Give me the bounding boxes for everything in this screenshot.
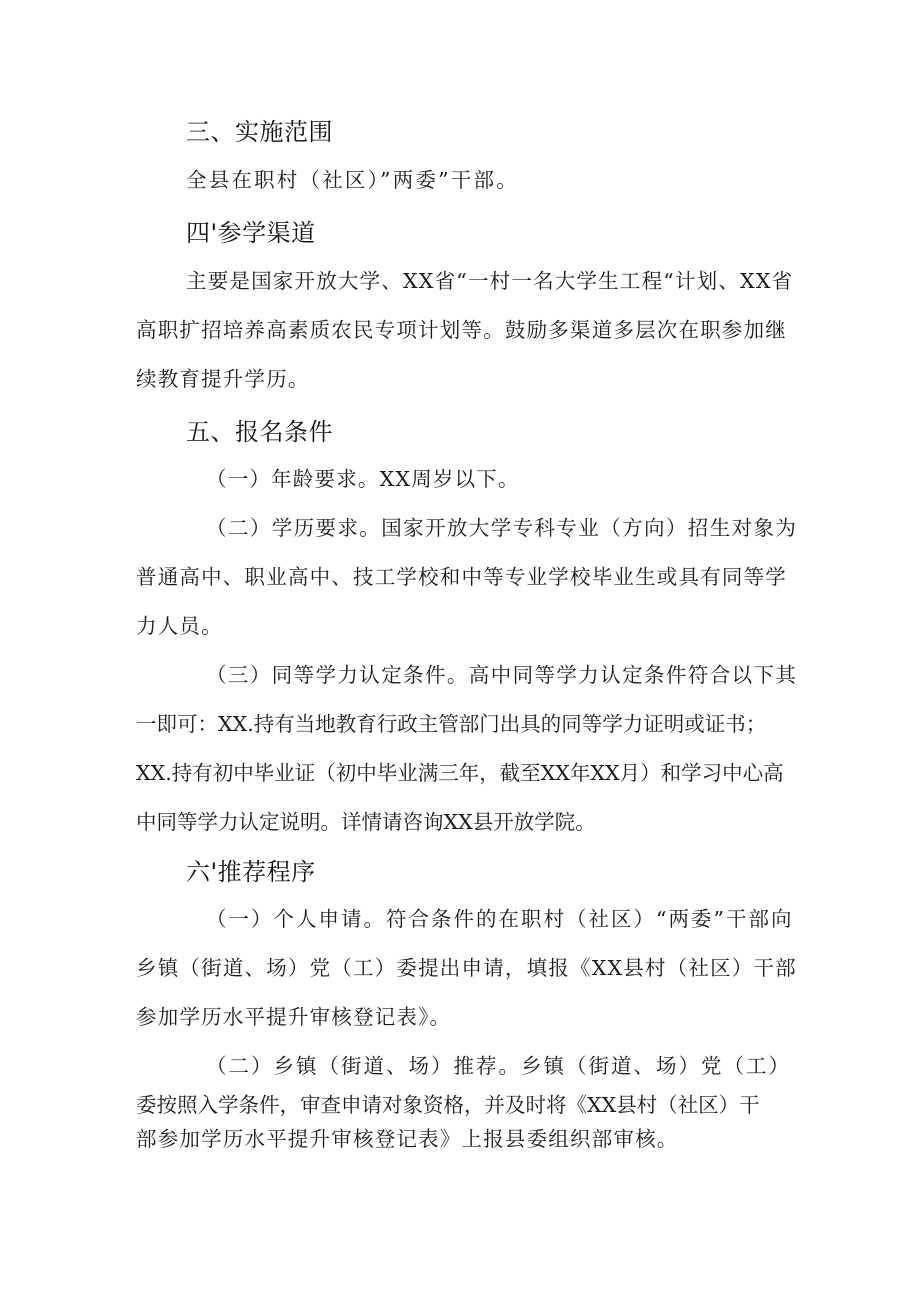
paragraph-line: （二）学历要求。国家开放大学专科专业（方向）招生对象为 (206, 516, 798, 540)
paragraph-line: 参加学历水平提升审核登记表》。 (136, 1005, 452, 1029)
section-heading-scope: 三、实施范围 (186, 118, 333, 146)
paragraph-line: （三）同等学力认定条件。高中同等学力认定条件符合以下其 (206, 663, 798, 687)
paragraph-line: （二）乡镇（街道、场）推荐。乡镇（街道、场）党（工） (206, 1054, 791, 1078)
section-heading-procedure: 六'推荐程序 (186, 858, 316, 886)
paragraph-line: 全县在职村（社区）”两委”干部。 (186, 168, 519, 192)
paragraph-line: （一）个人申请。符合条件的在职村（社区）“两委”干部向 (206, 907, 794, 931)
paragraph-line: 部参加学历水平提升审核登记表》上报县委组织部审核。 (136, 1127, 679, 1151)
section-heading-requirements: 五、报名条件 (186, 418, 333, 446)
paragraph-line: 乡镇（街道、场）党（工）委提出申请，填报《XX县村（社区）干部 (136, 956, 797, 980)
paragraph-line: 力人员。 (136, 614, 223, 638)
section-heading-channels: 四'参学渠道 (186, 219, 316, 247)
paragraph-line: 委按照入学条件，审查申请对象资格，并及时将《XX县村（社区）干 (136, 1093, 760, 1117)
paragraph-line: 普通高中、职业高中、技工学校和中等专业学校毕业生或具有同等学 (136, 565, 787, 589)
paragraph-line: 一即可：XX.持有当地教育行政主管部门出具的同等学力证明或证书； (136, 712, 767, 736)
paragraph-line: 中同等学力认定说明。详情请咨询XX县开放学院。 (136, 810, 596, 834)
paragraph-line: 续教育提升学历。 (136, 367, 310, 391)
paragraph-line: XX.持有初中毕业证（初中毕业满三年，截至XX年XX月）和学习中心高 (136, 761, 784, 785)
paragraph-line: 主要是国家开放大学、XX省“一村一名大学生工程“计划、XX省 (186, 269, 794, 293)
paragraph-line: （一）年龄要求。XX周岁以下。 (206, 467, 520, 491)
paragraph-line: 高职扩招培养高素质农民专项计划等。鼓励多渠道多层次在职参加继 (136, 318, 787, 342)
